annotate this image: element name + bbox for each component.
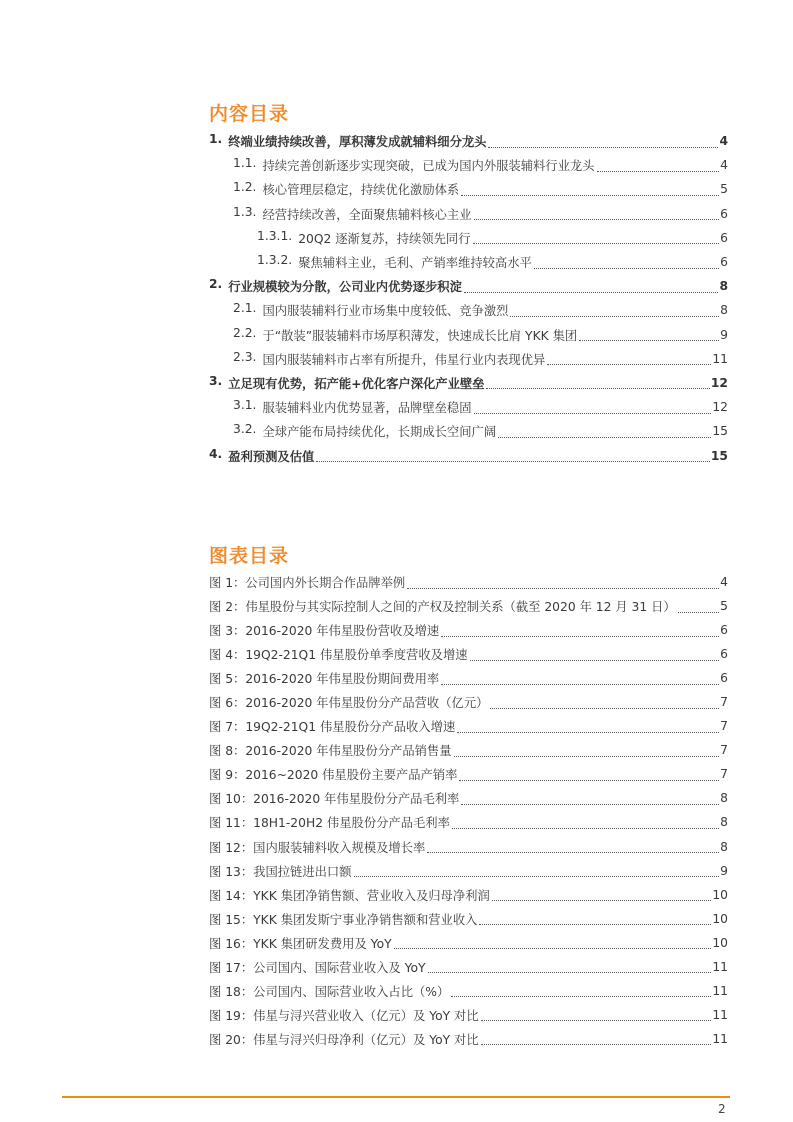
toc-entry-number: 2.2.: [233, 325, 257, 340]
page-number: 2: [718, 1102, 726, 1116]
dot-leader: [492, 900, 712, 901]
dot-leader: [452, 828, 719, 829]
toc-entry-text: 国内服装辅料市占率有所提升，伟星行业内表现优异: [262, 352, 546, 367]
toc-entry[interactable]: [209, 443, 728, 467]
toc-entry-label: [209, 447, 316, 465]
footer-divider: [62, 1096, 730, 1098]
figure-entry-page: 6: [720, 647, 728, 662]
figure-entry-page: 6: [720, 671, 728, 686]
figure-entry[interactable]: [209, 835, 728, 859]
figure-entry-page: 10: [712, 911, 728, 926]
toc-entry[interactable]: [209, 298, 728, 322]
toc-entry-text: 服装辅料业内优势显著，品牌壁垒稳固: [262, 401, 472, 416]
figure-entry-label: [209, 717, 457, 735]
figure-entry-page: 11: [712, 983, 728, 998]
dot-leader: [473, 243, 720, 244]
dot-leader: [441, 636, 719, 637]
dot-leader: [461, 804, 719, 805]
figure-entry-label: [209, 1006, 481, 1024]
figure-entry[interactable]: [209, 762, 728, 786]
figure-entry-page: 10: [712, 887, 728, 902]
toc-entry-page: 11: [712, 351, 728, 366]
figure-entry-page: 8: [720, 791, 728, 806]
figure-entry-page: 8: [720, 815, 728, 830]
figure-entry-text: 图 13：我国拉链进出口额: [209, 864, 352, 879]
toc-entry-label: [233, 350, 547, 368]
toc-entry-label: [257, 229, 473, 247]
figure-entry-page: 7: [720, 719, 728, 734]
figure-entry-page: 7: [720, 743, 728, 758]
figures-title: 图表目录: [209, 545, 290, 567]
figure-entry[interactable]: [209, 642, 728, 666]
toc-entry-text: 全球产能布局持续优化，长期成长空间广阔: [262, 425, 497, 440]
dot-leader: [547, 364, 711, 365]
dot-leader: [490, 708, 719, 709]
toc-entry[interactable]: [209, 250, 728, 274]
figure-entry-label: [209, 958, 428, 976]
toc-entry-text: 行业规模较为分散，公司业内优势逐步积淀: [228, 280, 462, 295]
toc-entry[interactable]: [209, 226, 728, 250]
figure-entry[interactable]: [209, 955, 728, 979]
dot-leader: [457, 732, 719, 733]
dot-leader: [441, 684, 719, 685]
dot-leader: [316, 461, 710, 462]
figure-entry-label: [209, 813, 452, 831]
figures-list: [209, 570, 728, 1051]
toc-entry-text: 聚焦辅料主业，毛利、产销率维持较高水平: [298, 256, 532, 271]
figure-entry[interactable]: [209, 907, 728, 931]
toc-entry-label: [209, 374, 486, 392]
figure-entry[interactable]: [209, 570, 728, 594]
toc-entry-number: 1.2.: [233, 180, 257, 195]
toc-entry-label: [209, 277, 464, 295]
figure-entry-label: [209, 597, 678, 615]
toc-entry-text: 立足现有优势，拓产能+优化客户深化产业壁垒: [228, 376, 485, 391]
dot-leader: [470, 660, 720, 661]
contents-title: 内容目录: [209, 103, 290, 125]
toc-entry[interactable]: [209, 395, 728, 419]
toc-entry[interactable]: [209, 419, 728, 443]
toc-entry-label: [233, 205, 474, 223]
figure-entry-page: 9: [720, 863, 728, 878]
dot-leader: [427, 852, 719, 853]
figure-entry-text: 图 1：公司国内外长期合作品牌举例: [209, 576, 406, 591]
toc-entry-text: 持续完善创新逐步实现突破，已成为国内外服装辅料行业龙头: [262, 159, 595, 174]
figure-entry-label: [209, 621, 441, 639]
toc-entry-page: 9: [720, 327, 728, 342]
figure-entry-page: 11: [712, 1007, 728, 1022]
figure-entry[interactable]: [209, 931, 728, 955]
figure-entry[interactable]: [209, 618, 728, 642]
figure-entry-text: 图 16：YKK 集团研发费用及 YoY: [209, 936, 392, 951]
toc-entry-page: 5: [720, 182, 728, 197]
figure-entry-text: 图 17：公司国内、国际营业收入及 YoY: [209, 960, 426, 975]
figure-entry-label: [209, 789, 461, 807]
toc-entry-number: 1.: [209, 132, 223, 147]
dot-leader: [354, 876, 720, 877]
dot-leader: [488, 147, 718, 148]
figure-entry-label: [209, 910, 479, 928]
figure-entry-label: [209, 934, 394, 952]
toc-entry-page: 4: [720, 158, 728, 173]
toc-entry-label: [209, 132, 488, 150]
dot-leader: [481, 1020, 712, 1021]
figure-entry-text: 图 14：YKK 集团净销售额、营业收入及归母净利润: [209, 888, 490, 903]
figure-entry-label: [209, 886, 492, 904]
toc-entry-page: 15: [710, 448, 728, 463]
figure-entry-text: 图 5：2016-2020 年伟星股份期间费用率: [209, 672, 440, 687]
figure-entry-text: 图 3：2016-2020 年伟星股份营收及增速: [209, 624, 440, 639]
figure-entry-label: [209, 693, 490, 711]
figure-entry-page: 4: [720, 575, 728, 590]
figure-entry-label: [209, 982, 451, 1000]
toc-entry[interactable]: [209, 323, 728, 347]
toc-entry-page: 6: [720, 255, 728, 270]
toc-entry-number: 3.2.: [233, 422, 257, 437]
figure-entry[interactable]: [209, 666, 728, 690]
toc-entry-label: [233, 156, 597, 174]
toc-entry-page: 12: [710, 375, 728, 390]
figure-entry-text: 图 11：18H1-20H2 伟星股份分产品毛利率: [209, 816, 450, 831]
figure-entry-text: 图 4：19Q2-21Q1 伟星股份单季度营收及增速: [209, 648, 468, 663]
dot-leader: [678, 612, 719, 613]
figure-entry-page: 5: [720, 599, 728, 614]
contents-list: [209, 129, 728, 468]
figure-entry-label: [209, 645, 470, 663]
toc-entry-label: [257, 253, 534, 271]
figure-entry-page: 11: [712, 959, 728, 974]
toc-entry[interactable]: [209, 347, 728, 371]
toc-entry[interactable]: [209, 202, 728, 226]
toc-entry-number: 1.1.: [233, 156, 257, 171]
toc-entry-number: 2.1.: [233, 301, 257, 316]
figure-entry-text: 图 19：伟星与浔兴营业收入（亿元）及 YoY 对比: [209, 1008, 479, 1023]
toc-entry-page: 4: [719, 134, 728, 149]
figure-entry[interactable]: [209, 859, 728, 883]
dot-leader: [459, 780, 719, 781]
toc-entry-label: [233, 301, 510, 319]
dot-leader: [474, 219, 720, 220]
figure-entry[interactable]: [209, 786, 728, 810]
dot-leader: [579, 340, 719, 341]
figure-entry[interactable]: [209, 883, 728, 907]
figure-entry[interactable]: [209, 738, 728, 762]
figure-entry-label: [209, 765, 459, 783]
toc-entry-text: 国内服装辅料行业市场集中度较低、竞争激烈: [262, 304, 509, 319]
dot-leader: [407, 588, 719, 589]
toc-entry-text: 于“散装”服装辅料市场厚积薄发，快速成长比肩 YKK 集团: [262, 328, 578, 343]
toc-entry[interactable]: [209, 274, 728, 298]
dot-leader: [474, 413, 712, 414]
figure-entry-text: 图 20：伟星与浔兴归母净利（亿元）及 YoY 对比: [209, 1032, 479, 1047]
toc-entry[interactable]: [209, 129, 728, 153]
toc-entry-number: 3.: [209, 373, 223, 388]
figure-entry-text: 图 15：YKK 集团发斯宁事业净销售额和营业收入: [209, 912, 478, 927]
figure-entry-text: 图 2：伟星股份与其实际控制人之间的产权及控制关系（截至 2020 年 12 月 31 日）: [209, 600, 676, 615]
dot-leader: [394, 948, 712, 949]
figure-entry-text: 图 9：2016~2020 伟星股份主要产品产销率: [209, 768, 458, 783]
figure-entry[interactable]: [209, 594, 728, 618]
toc-entry-page: 6: [720, 230, 728, 245]
figure-entry-page: 10: [712, 935, 728, 950]
toc-entry-label: [233, 422, 498, 440]
figure-entry-page: 7: [720, 695, 728, 710]
figure-entry-page: 11: [712, 1031, 728, 1046]
dot-leader: [464, 292, 719, 293]
figure-entry-label: [209, 838, 427, 856]
dot-leader: [428, 972, 712, 973]
toc-entry-text: 经营持续改善，全面聚焦辅料核心主业: [262, 207, 472, 222]
toc-entry-label: [233, 398, 474, 416]
figure-entry-text: 图 7：19Q2-21Q1 伟星股份分产品收入增速: [209, 720, 456, 735]
figure-entry[interactable]: [209, 690, 728, 714]
toc-entry-page: 6: [720, 206, 728, 221]
toc-entry[interactable]: [209, 177, 728, 201]
figure-entry-text: 图 10：2016-2020 年伟星股份分产品毛利率: [209, 792, 460, 807]
figure-entry[interactable]: [209, 1027, 728, 1051]
toc-entry[interactable]: [209, 371, 728, 395]
figure-entry-label: [209, 669, 441, 687]
toc-entry-page: 8: [719, 279, 728, 294]
toc-entry-text: 盈利预测及估值: [228, 449, 315, 464]
toc-entry-label: [233, 180, 461, 198]
toc-entry-number: 1.3.2.: [257, 253, 293, 268]
toc-entry-number: 1.3.: [233, 204, 257, 219]
dot-leader: [486, 388, 709, 389]
figure-entry-page: 8: [720, 839, 728, 854]
figure-entry-label: [209, 862, 354, 880]
figure-entry-label: [209, 573, 407, 591]
figure-entry-page: 7: [720, 767, 728, 782]
dot-leader: [597, 171, 720, 172]
dot-leader: [498, 437, 711, 438]
toc-entry-number: 2.: [209, 277, 223, 292]
figure-entry-text: 图 18：公司国内、国际营业收入占比（%）: [209, 984, 450, 999]
figure-entry-text: 图 12：国内服装辅料收入规模及增长率: [209, 840, 426, 855]
figure-entry[interactable]: [209, 714, 728, 738]
figure-entry-page: 6: [720, 623, 728, 638]
dot-leader: [481, 1044, 712, 1045]
dot-leader: [451, 996, 711, 997]
toc-entry-text: 20Q2 逐渐复苏，持续领先同行: [298, 231, 471, 246]
toc-entry-number: 3.1.: [233, 398, 257, 413]
dot-leader: [510, 316, 719, 317]
figure-entry-label: [209, 741, 454, 759]
toc-entry-text: 核心管理层稳定，持续优化激励体系: [262, 183, 460, 198]
dot-leader: [461, 195, 719, 196]
figure-entry-text: 图 8：2016-2020 年伟星股份分产品销售量: [209, 744, 452, 759]
figure-entry[interactable]: [209, 1003, 728, 1027]
toc-entry-text: 终端业绩持续改善，厚积薄发成就辅料细分龙头: [228, 135, 487, 150]
toc-entry-page: 8: [720, 303, 728, 318]
figure-entry[interactable]: [209, 810, 728, 834]
toc-entry-label: [233, 326, 579, 344]
toc-entry-number: 2.3.: [233, 349, 257, 364]
dot-leader: [534, 268, 719, 269]
dot-leader: [479, 924, 711, 925]
toc-entry-number: 4.: [209, 446, 223, 461]
toc-entry-number: 1.3.1.: [257, 228, 293, 243]
figure-entry-text: 图 6：2016-2020 年伟星股份分产品营收（亿元）: [209, 696, 489, 711]
figure-entry-label: [209, 1030, 481, 1048]
figure-entry[interactable]: [209, 979, 728, 1003]
toc-entry-page: 15: [712, 424, 728, 439]
toc-entry[interactable]: [209, 153, 728, 177]
dot-leader: [454, 756, 720, 757]
toc-entry-page: 12: [712, 400, 728, 415]
